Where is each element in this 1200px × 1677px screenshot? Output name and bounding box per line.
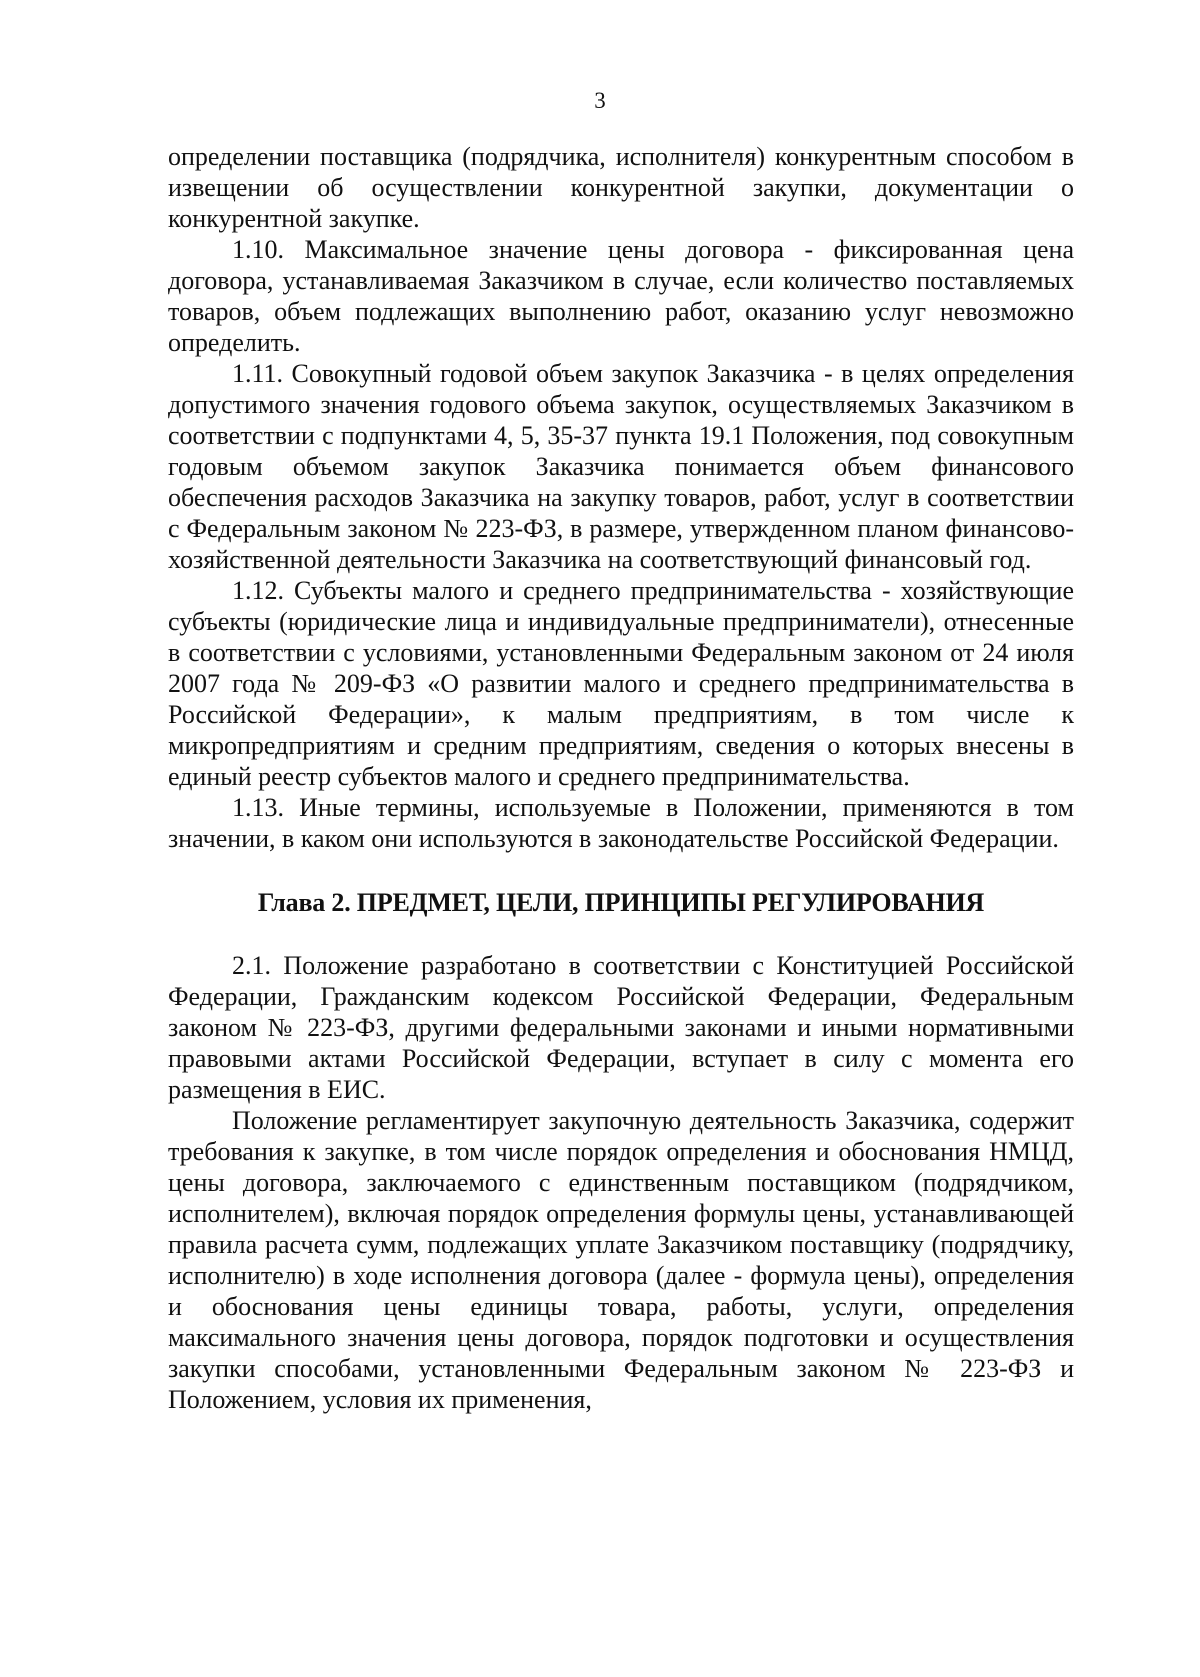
document-body xyxy=(168,141,1074,1415)
page-number: 3 xyxy=(594,88,606,113)
paragraph-2-1: 2.1. Положение разработано в соответствии с Конституцией Российской Федерации, Гражданским кодексом Российской Федерации, Федеральным законом № 223-ФЗ, другими федеральными законами и иными нормативными правовыми актами Российской Федерации, вступает в силу с момента его размещения в ЕИС. xyxy=(168,951,1074,1104)
chapter-heading: Глава 2. ПРЕДМЕТ, ЦЕЛИ, ПРИНЦИПЫ РЕГУЛИРОВАНИЯ xyxy=(257,888,985,917)
paragraph-regulation-scope: Положение регламентирует закупочную деятельность Заказчика, содержит требования к закупке, в том числе порядок определения и обоснования НМЦД, цены договора, заключаемого с единственным поставщиком (подрядчиком, исполнителем), включая порядок определения формулы цены, устанавливающей правила расчета сумм, подлежащих уплате Заказчиком поставщику (подрядчику, исполнителю) в ходе исполнения договора (далее - формула цены), определения и обоснования цены единицы товара, работы, услуги, определения максимального значения цены договора, порядок подготовки и осуществления закупки способами, установленными Федеральным законом № 223-ФЗ и Положением, условия их применения, xyxy=(168,1106,1074,1414)
paragraph-continuation: определении поставщика (подрядчика, исполнителя) конкурентным способом в извещении об осуществлении конкурентной закупки, документации о конкурентной закупке. xyxy=(168,142,1074,233)
paragraph-1-10: 1.10. Максимальное значение цены договора - фиксированная цена договора, устанавливаемая Заказчиком в случае, если количество поставляемых товаров, объем подлежащих выполнению работ, оказанию услуг невозможно определить. xyxy=(168,235,1074,357)
paragraph-1-11: 1.11. Совокупный годовой объем закупок Заказчика - в целях определения допустимого значения годового объема закупок, осуществляемых Заказчиком в соответствии с подпунктами 4, 5, 35-37 пункта 19.1 Положения, под совокупным годовым объемом закупок Заказчика понимается объем финансового обеспечения расходов Заказчика на закупку товаров, работ, услуг в соответствии с Федеральным законом № 223-ФЗ, в размере, утвержденном планом финансово-хозяйственной деятельности Заказчика на соответствующий финансовый год. xyxy=(168,359,1074,574)
paragraph-1-13: 1.13. Иные термины, используемые в Положении, применяются в том значении, в каком они используются в законодательстве Российской Федерации. xyxy=(168,793,1074,853)
paragraph-1-12: 1.12. Субъекты малого и среднего предпринимательства - хозяйствующие субъекты (юридические лица и индивидуальные предприниматели), отнесенные в соответствии с условиями, установленными Федеральным законом от 24 июля 2007 года № 209-ФЗ «О развитии малого и среднего предпринимательства в Российской Федерации», к малым предприятиям, в том числе к микропредприятиям и средним предприятиям, сведения о которых внесены в единый реестр субъектов малого и среднего предпринимательства. xyxy=(168,576,1074,791)
